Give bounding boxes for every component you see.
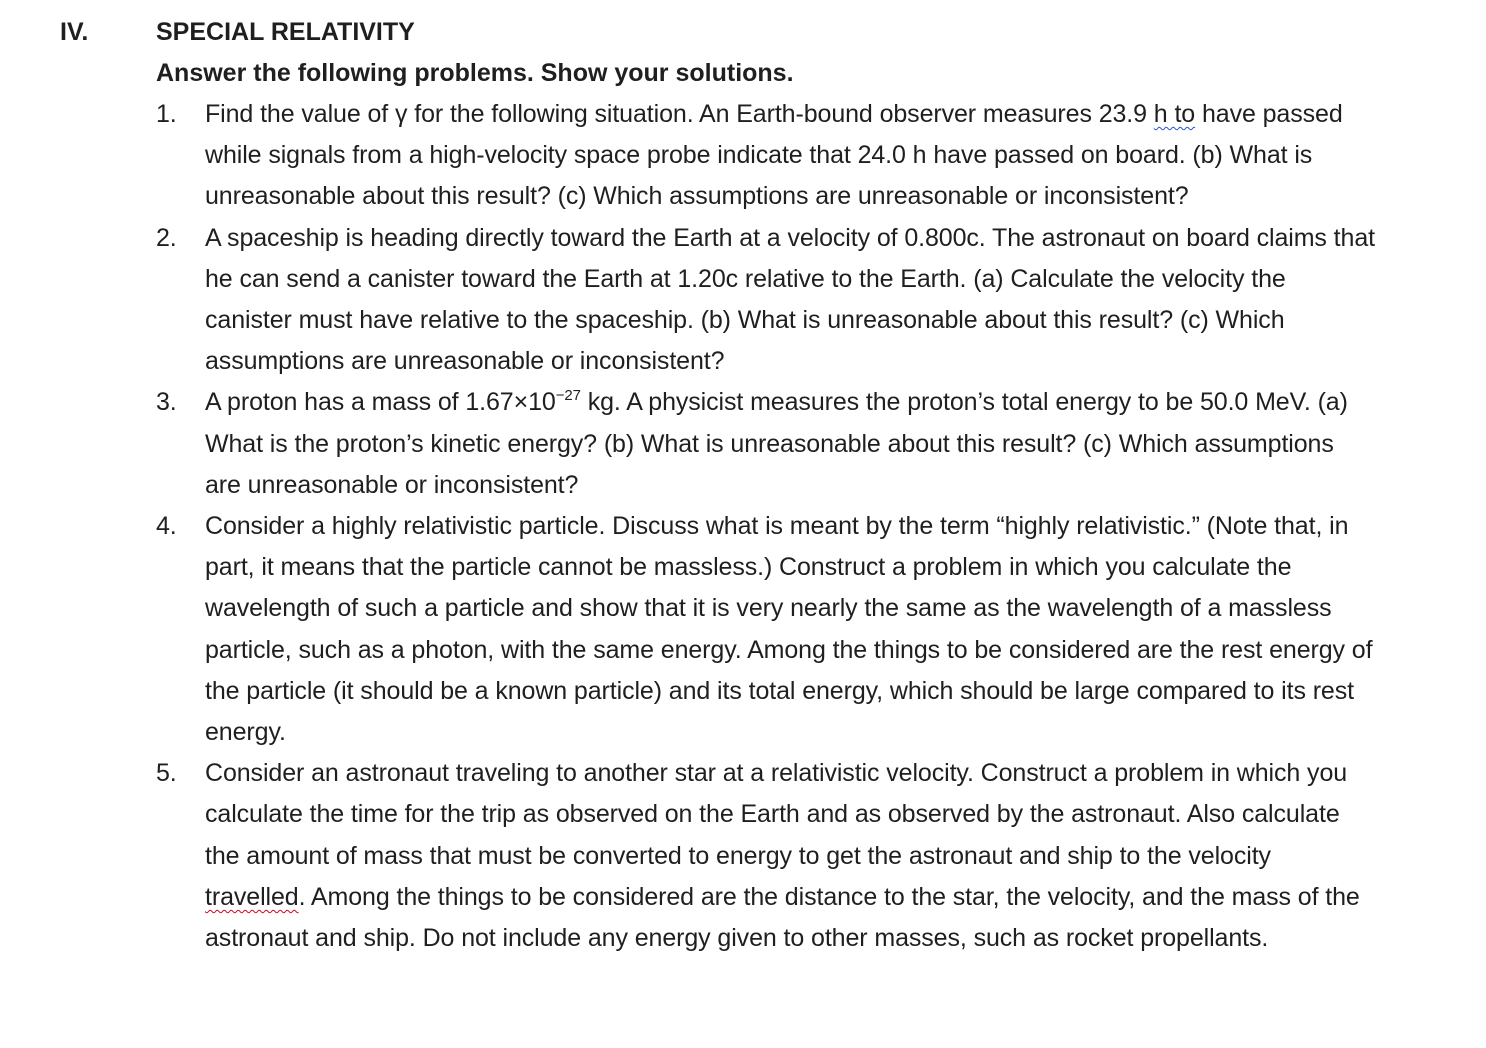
problem-number: 2. bbox=[156, 223, 177, 252]
problem-text: have passed while signals from a high-velocity space probe indicate that 24.0 h have passed on board. (b) What is unreasonable about this result? (c) Which assumptions are unreasonable or inconsistent? bbox=[205, 100, 1343, 211]
problem-text: Find the value of γ for the following situation. An Earth-bound observer measures 23.9 bbox=[205, 100, 1154, 128]
problem-number: 4. bbox=[156, 512, 177, 541]
problem-item bbox=[156, 753, 1376, 959]
problem-item bbox=[156, 382, 1376, 506]
problem-text: . Among the things to be considered are the distance to the star, the velocity, and the mass of the astronaut and ship. Do not include any energy given to other masses, such as rocket propellants. bbox=[205, 882, 1360, 953]
problem-number: 5. bbox=[156, 759, 177, 788]
problem-number: 3. bbox=[156, 388, 177, 417]
spelling-flagged-text: travelled bbox=[205, 882, 299, 911]
problem-text: A proton has a mass of 1.67×10 bbox=[205, 388, 556, 417]
problem-item bbox=[156, 506, 1376, 753]
problem-text: Consider a highly relativistic particle. Discuss what is meant by the term “highly relativistic.” (Note that, in part, it means that the particle cannot be massless.) Construct a problem in which you calculate the wavelength of such a particle and show that it is very nearly the same as the wavelength of a massless particle, such as a photon, with the same energy. Among the things to be considered are the rest energy of the particle (it should be a known particle) and its total energy, which should be large compared to its rest energy. bbox=[205, 512, 1373, 747]
grammar-flagged-text: h to bbox=[1153, 100, 1196, 128]
section-number: IV. bbox=[60, 18, 89, 46]
problem-item bbox=[156, 218, 1376, 383]
problem-text: Consider an astronaut traveling to another star at a relativistic velocity. Construct a problem in which you calculate the time for the trip as observed on the Earth and as observed by the astronaut. Also calculate the amount of mass that must be converted to energy to get the astronaut and ship to the velocity bbox=[205, 759, 1348, 870]
instructions: Answer the following problems. Show your solutions. bbox=[156, 59, 794, 87]
problem-text: kg. A physicist measures the proton’s total energy to be 50.0 MeV. (a) What is the proton’s kinetic energy? (b) What is unreasonable about this result? (c) Which assumptions are unreasonable or inconsistent? bbox=[205, 388, 1348, 499]
exponent: −27 bbox=[555, 387, 581, 405]
problem-list bbox=[156, 94, 1376, 959]
problem-text: A spaceship is heading directly toward the Earth at a velocity of 0.800c. The astronaut on board claims that he can send a canister toward the Earth at 1.20c relative to the Earth. (a) Calculate the velocity the canister must have relative to the spaceship. (b) What is unreasonable about this result? (c) Which assumptions are unreasonable or inconsistent? bbox=[205, 223, 1375, 376]
problem-item bbox=[156, 94, 1376, 218]
section-title: SPECIAL RELATIVITY bbox=[156, 18, 415, 46]
problem-number: 1. bbox=[156, 100, 177, 128]
